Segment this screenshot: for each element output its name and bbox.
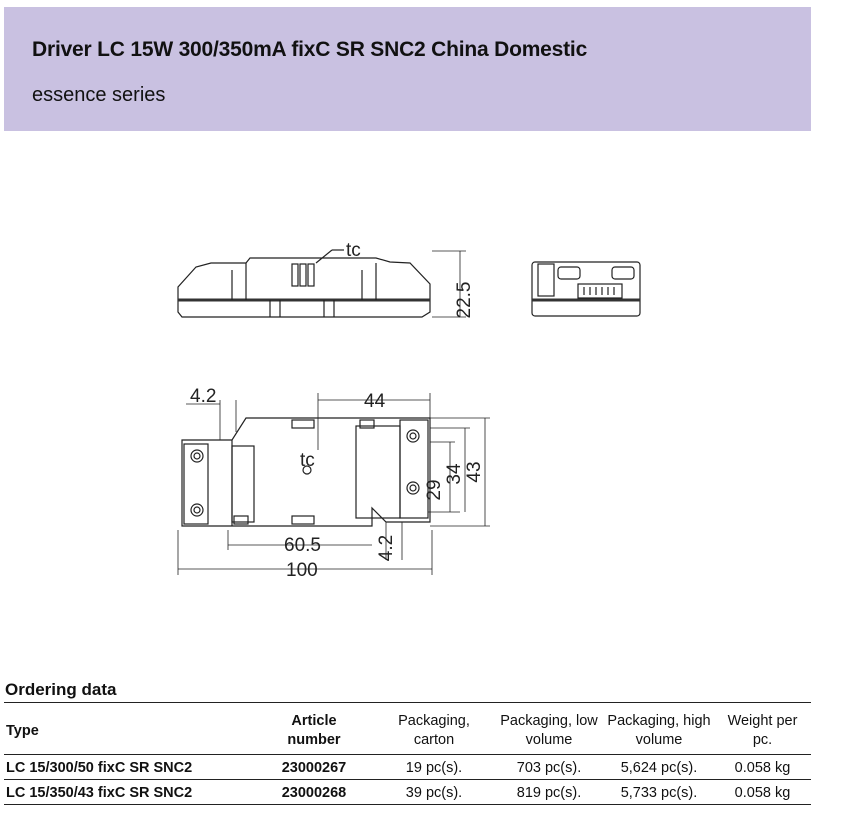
ordering-table: [4, 710, 811, 805]
cell-carton: 19 pc(s).: [405, 759, 463, 776]
cell-article: 23000268: [281, 784, 347, 801]
cell-type: LC 15/300/50 fixC SR SNC2: [6, 759, 193, 776]
divider: [4, 702, 811, 703]
side-view: [178, 250, 466, 317]
tc-label-top: tc: [300, 450, 315, 471]
dim-4-2-top-label: 4.2: [190, 386, 217, 407]
dim-43-label: 43: [464, 461, 485, 483]
dim-34-label: 34: [444, 463, 465, 485]
col-header-weight: Weight per pc.: [727, 713, 798, 748]
table-row: [4, 780, 811, 805]
page-title: Driver LC 15W 300/350mA fixC SR SNC2 China Domestic: [32, 38, 588, 61]
end-view: [532, 262, 640, 316]
col-header-article: Article number: [287, 713, 341, 748]
table-header-row: [4, 710, 811, 755]
col-header-high-volume: Packaging, high volume: [607, 713, 711, 748]
col-header-carton: Packaging, carton: [398, 713, 470, 748]
cell-carton: 39 pc(s).: [405, 784, 463, 801]
dim-4-2-bottom-label: 4.2: [376, 534, 397, 562]
cell-weight: 0.058 kg: [734, 784, 791, 801]
col-header-type: Type: [6, 722, 39, 739]
cell-low-volume: 819 pc(s).: [516, 784, 582, 801]
col-header-low-volume: Packaging, low volume: [500, 713, 598, 748]
cell-low-volume: 703 pc(s).: [516, 759, 582, 776]
dim-44-label: 44: [364, 391, 386, 412]
cell-type: LC 15/350/43 fixC SR SNC2: [6, 784, 193, 801]
cell-high-volume: 5,624 pc(s).: [620, 759, 698, 776]
dim-60-5-label: 60.5: [284, 535, 321, 556]
cell-weight: 0.058 kg: [734, 759, 791, 776]
cell-article: 23000267: [281, 759, 347, 776]
dim-100-label: 100: [286, 560, 318, 581]
table-row: [4, 755, 811, 780]
series-subtitle: essence series: [32, 84, 166, 106]
tc-label-side: tc: [346, 240, 361, 261]
dim-height-label: 22.5: [454, 281, 475, 319]
cell-high-volume: 5,733 pc(s).: [620, 784, 698, 801]
dim-29-label: 29: [424, 479, 445, 501]
ordering-data-heading: Ordering data: [5, 680, 117, 699]
